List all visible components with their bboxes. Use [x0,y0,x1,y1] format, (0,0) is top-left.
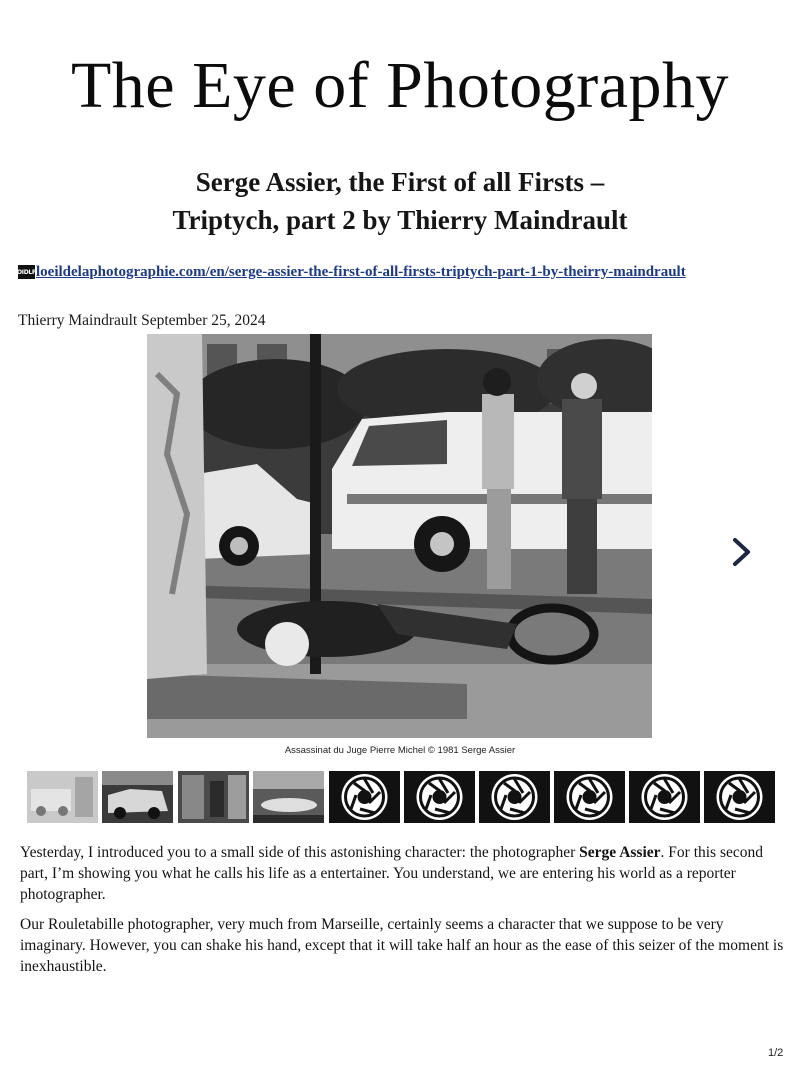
aperture-icon[interactable] [404,771,475,823]
photo-caption: Assassinat du Juge Pierre Michel © 1981 Serge Assier [284,745,516,756]
article-title-line-1: Serge Assier, the First of all Firsts – [195,167,605,197]
aperture-icon[interactable] [629,771,700,823]
article-title [60,163,740,239]
aperture-icon[interactable] [479,771,550,823]
aperture-icon[interactable] [329,771,400,823]
page-number: 1/2 [768,1047,784,1059]
aperture-icon[interactable] [704,771,775,823]
chevron-right-icon[interactable] [730,536,754,568]
site-favicon-icon: OIDLP [18,265,35,279]
article-paragraph-2: Our Rouletabille photographer, very much from Marseille, certainly seems a character that we suppose to be very imaginary. However, you can shake his hand, except that it will take half an hour as the ease of this seizer of the moment is inexhaustible. [20,916,784,975]
masthead: The Eye of Photography [70,49,729,122]
gallery-thumbnails [27,771,775,823]
byline: Thierry Maindrault September 25, 2024 [18,312,266,329]
photo-thumbnail[interactable] [27,771,98,823]
article-paragraph-1 [20,842,786,905]
paragraph-1-text-end: . For this second part, I’m showing you what he calls his life as a entertainer. You understand, we are entering his world as a reporter photographer. [20,844,763,903]
photo-thumbnail[interactable] [253,771,324,823]
aperture-icon[interactable] [554,771,625,823]
photo-thumbnail[interactable] [178,771,249,823]
source-url-row [18,262,686,282]
paragraph-1-text-start: Yesterday, I introduced you to a small side of this astonishing character: the photographer [20,844,580,861]
photo-thumbnail[interactable] [102,771,173,823]
source-url-link[interactable]: loeildelaphotographie.com/en/serge-assier-the-first-of-all-firsts-triptych-part-1-by-theirry-maindrault [36,263,686,280]
main-photo [147,334,652,738]
article-title-line-2: Triptych, part 2 by Thierry Maindrault [172,205,628,235]
photographer-name: Serge Assier [579,844,661,861]
street-scene-photo [147,334,652,738]
